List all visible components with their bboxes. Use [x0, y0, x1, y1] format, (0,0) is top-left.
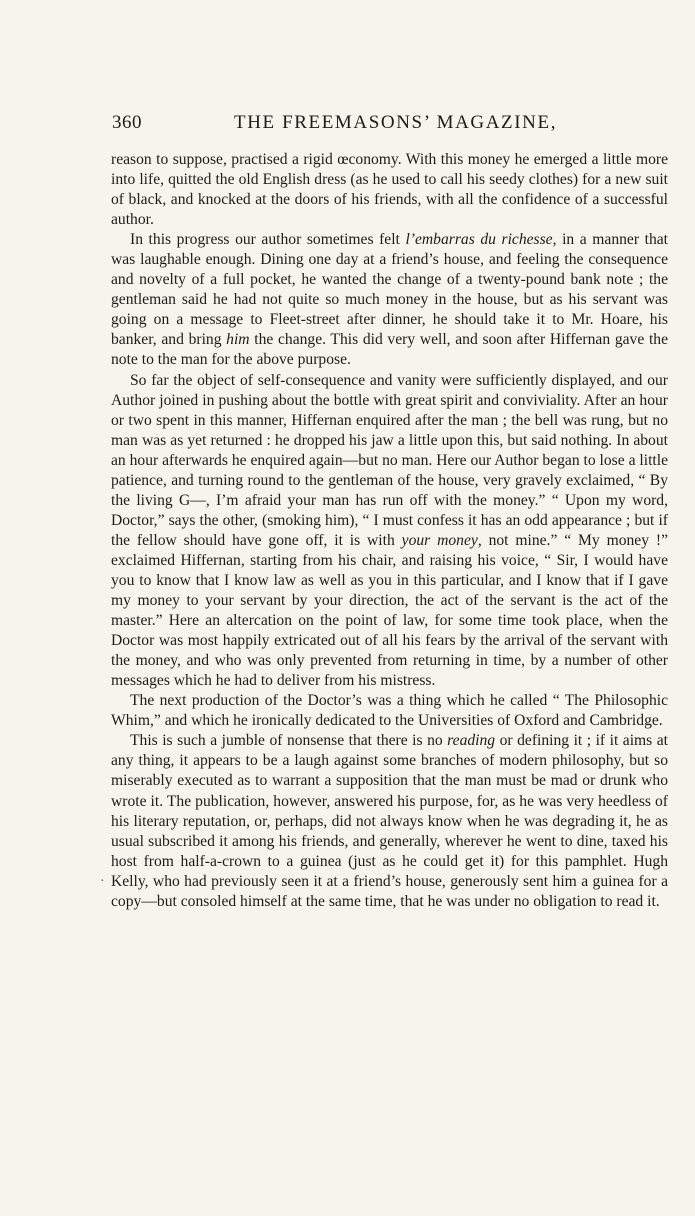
text-run: in a manner that was laughable enough. Dining one day at a friend’s house, and feeling the consequence and novelty of a full pocket, he wanted the change of a twenty-pound bank note ; the gentleman said he had not quite so much money in the house, but as his servant was going on a message to Fleet-street after dinner, he should take it to Mr. Hoare, his banker, and bring	[111, 231, 668, 349]
paragraph	[111, 371, 668, 692]
body-text	[111, 150, 668, 912]
page-number: 360	[112, 112, 142, 133]
paragraph	[111, 230, 668, 370]
italic-text: him	[226, 331, 250, 349]
text-run: So far the object of self-consequence and vanity were sufficiently displayed, and our Author joined in pushing about the bottle with great spirit and conviviality. After an hour or two spent in this manner, Hiffernan enquired after the man ; the bell was rung, but no man was as yet returned : he dropped his jaw a little upon this, but said nothing. In about an hour afterwards he enquired again—but no man. Here our Author began to lose a little patience, and turning round to the gentleman of the house, very gravely exclaimed, “ By the living G—, I’m afraid your man has run off with the money.” “ Upon my word, Doctor,” says the other, (smoking him), “ I must confess it has an odd appearance ; but if the fellow should have gone off, it is with	[111, 371, 668, 549]
paragraph	[111, 691, 668, 731]
margin-mark: ·	[100, 874, 105, 889]
italic-text: your money	[401, 531, 478, 549]
text-run: This is such a jumble of nonsense that there is no	[130, 732, 448, 750]
text-run: The next production of the Doctor’s was a thing which he called “ The Philosophic Whim,” and which he ironically dedicated to the Universities of Oxford and Cambridge.	[111, 692, 668, 730]
text-run: , not mine.” “ My money !” exclaimed Hiffernan, starting from his chair, and raising his voice, “ Sir, I would have you to know that I know law as well as you in this particular, and I know that if I gave my money to your servant by your direction, the act of the servant is the act of the master.” Here an altercation on the point of law, for some time took place, when the Doctor was most happily extricated out of all his fears by the arrival of the servant with the money, and who was only prevented from returning in time, by a number of other messages which he had to deliver from his mistress.	[111, 531, 668, 690]
text-run: the change. This did very well, and soon after Hiffernan gave the note to the man for the above purpose.	[111, 331, 668, 369]
paragraph	[111, 731, 668, 911]
running-title: THE FREEMASONS’ MAGAZINE,	[234, 112, 558, 133]
italic-text: reading	[447, 732, 496, 750]
text-run: reason to suppose, practised a rigid œconomy. With this money he emerged a little more into life, quitted the old English dress (as he used to call his seedy clothes) for a new suit of black, and knocked at the doors of his friends, with all the confidence of a successful author.	[111, 151, 668, 229]
text-run: In this progress our author sometimes felt	[130, 231, 406, 249]
text-run: or defining it ; if it aims at any thing, it appears to be a laugh against some branches of modern philosophy, but so miserably executed as to warrant a supposition that the man must be mad or drunk who wrote it. The publication, however, answered his purpose, for, as he was very heedless of his literary reputation, or, perhaps, did not always know when he was degrading it, he as usual subscribed it among his friends, and generally, wherever he went to dine, taxed his host from half-a-crown to a guinea (just as he could get it) for this pamphlet. Hugh Kelly, who had previously seen it at a friend’s house, generously sent him a guinea for a copy—but consoled himself at the same time, that he was under no obligation to read it.	[111, 732, 668, 910]
page-header	[112, 112, 667, 142]
italic-text: l’embarras du richesse,	[405, 231, 557, 249]
paragraph	[111, 150, 668, 230]
